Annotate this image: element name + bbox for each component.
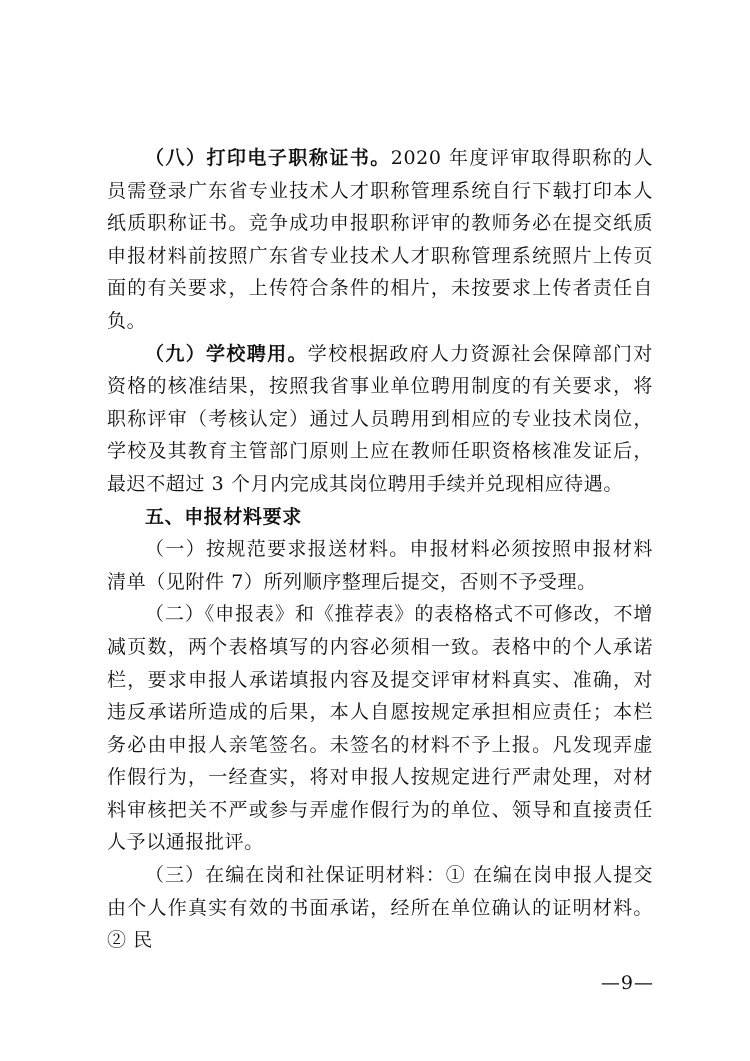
paragraph-school-employment xyxy=(107,338,653,501)
section-heading: 五、申报材料要求 xyxy=(145,505,302,528)
paragraph-print-certificate xyxy=(107,142,653,338)
document-body xyxy=(107,142,653,957)
page-number: —9— xyxy=(600,972,654,994)
paragraph-employment-proof: （三）在编在岗和社保证明材料：① 在编在岗申报人提交由个人作真实有效的书面承诺，经所在单位确认的证明材料。② 民 xyxy=(107,864,653,952)
paragraph-lead: （八）打印电子职称证书。 xyxy=(145,147,391,169)
paragraph-lead: （九）学校聘用。 xyxy=(145,342,308,365)
paragraph-text: 2020 年度评审取得职称的人员需登录广东省专业技术人才职称管理系统自行下载打印本人纸质职称证书。竞争成功申报职称评审的教师务必在提交纸质申报材料前按照广东省专业技术人才职称管理系统照片上传页面的有关要求，上传符合条件的相片，未按要求上传者责任自负。 xyxy=(107,147,653,332)
paragraph-text: 学校根据政府人力资源社会保障部门对资格的核准结果，按照我省事业单位聘用制度的有关要求，将职称评审（考核认定）通过人员聘用到相应的专业技术岗位，学校及其教育主管部门原则上应在教师任职资格核准发证后，最迟不超过 3 个月内完成其岗位聘用手续并兑现相应待遇。 xyxy=(107,342,653,495)
paragraph-submit-materials: （一）按规范要求报送材料。申报材料必须按照申报材料清单（见附件 7）所列顺序整理后提交，否则不予受理。 xyxy=(107,538,653,593)
paragraph-form-format: （二）《申报表》和《推荐表》的表格格式不可修改，不增减页数，两个表格填写的内容必须相一致。表格中的个人承诺栏，要求申报人承诺填报内容及提交评审材料真实、准确，对违反承诺所造成的后果，本人自愿按规定承担相应责任；本栏务必由申报人亲笔签名。未签名的材料不予上报。凡发现弄虚作假行为，一经查实，将对申报人按规定进行严肃处理，对材料审核把关不严或参与弄虚作假行为的单位、领导和直接责任人予以通报批评。 xyxy=(107,603,653,854)
